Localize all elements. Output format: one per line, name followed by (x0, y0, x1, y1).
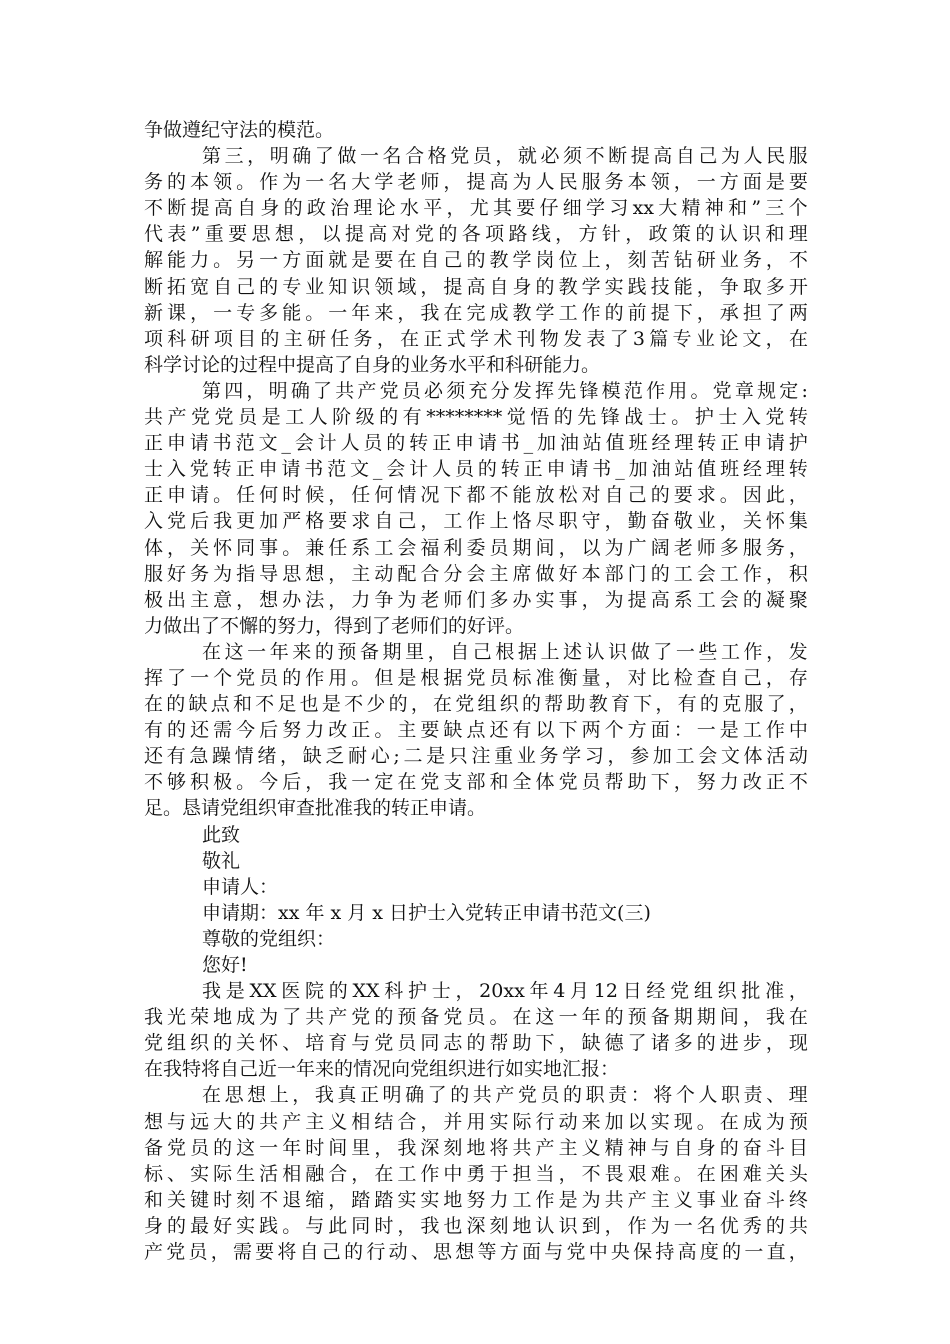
text-line: 身 的 最 好 实 践 。 与 此 同 时 ， 我 也 深 刻 地 认 识 到 ， 作 为 一 名 优 秀 的 共 (144, 1214, 808, 1237)
text-line: 备 党 员 的 这 一 年 时 间 里 ， 我 深 刻 地 将 共 产 主 义 精 神 与 自 身 的 奋 斗 目 (144, 1136, 808, 1159)
text-line: 新 课 ， 一 专 多 能 。 一 年 来 ， 我 在 完 成 教 学 工 作 的 前 提 下 ， 承 担 了 两 (144, 301, 808, 324)
text-line: 项 科 研 项 目 的 主 研 任 务 ， 在 正 式 学 术 刊 物 发 表 了 3 篇 专 业 论 文 ， 在 (144, 327, 808, 350)
text-line: 断 拓 宽 自 己 的 专 业 知 识 领 域 ， 提 高 自 身 的 教 学 实 践 技 能 ， 争 取 多 开 (144, 275, 808, 298)
text-line: 在 思 想 上 ， 我 真 正 明 确 了 的 共 产 党 员 的 职 责 ： 将 个 人 职 责 、 理 (202, 1084, 808, 1107)
text-line: 极 出 主 意 ， 想 办 法 ， 力 争 为 老 师 们 多 办 实 事 ， 为 提 高 系 工 会 的 凝 聚 (144, 588, 808, 611)
text-line: 足。恳请党组织审查批准我的转正申请。 (144, 797, 487, 820)
document-body (144, 117, 808, 1265)
text-line: 此致 (202, 823, 241, 846)
text-line: 不 够 积 极 。 今 后 ， 我 一 定 在 党 支 部 和 全 体 党 员 帮 助 下 ， 努 力 改 正 不 (144, 771, 808, 794)
text-line: 您好! (202, 954, 248, 976)
text-line: 还 有 急 躁 情 绪 ， 缺 乏 耐 心 ; 二 是 只 注 重 业 务 学 习 ， 参 加 工 会 文 体 活 动 (144, 745, 808, 768)
text-line: 代 表 ” 重 要 思 想 ， 以 提 高 对 党 的 各 项 路 线 ， 方 针 ， 政 策 的 认 识 和 理 (144, 223, 808, 246)
text-line: 我 是 XX 医 院 的 XX 科 护 士 ， 20xx 年 4 月 12 日 经 党 组 织 批 准 ， (202, 980, 808, 1003)
text-line: 入 党 后 我 更 加 严 格 要 求 自 己 ， 工 作 上 恪 尽 职 守 ， 勤 奋 敬 业 ， 关 怀 集 (144, 510, 808, 533)
text-line: 服 好 务 为 指 导 思 想 ， 主 动 配 合 分 会 主 席 做 好 本 部 门 的 工 会 工 作 ， 积 (144, 562, 808, 585)
text-line: 第 三 ， 明 确 了 做 一 名 合 格 党 员 ， 就 必 须 不 断 提 高 自 己 为 人 民 服 (202, 145, 808, 168)
text-line: 正 申 请 。 任 何 时 候 ， 任 何 情 况 下 都 不 能 放 松 对 自 己 的 要 求 。 因 此 ， (144, 484, 808, 507)
text-line: 标 、 实 际 生 活 相 融 合 ， 在 工 作 中 勇 于 担 当 ， 不 畏 艰 难 。 在 困 难 关 头 (144, 1162, 808, 1185)
text-line: 争做遵纪守法的模范。 (144, 119, 335, 141)
text-line: 敬礼 (202, 849, 241, 872)
text-line: 我 光 荣 地 成 为 了 共 产 党 的 预 备 党 员 。 在 这 一 年 的 预 备 期 期 间 ， 我 在 (144, 1006, 808, 1029)
text-line: 体 ， 关 怀 同 事 。 兼 任 系 工 会 福 利 委 员 期 间 ， 以 为 广 阔 老 师 多 服 务 ， (144, 536, 808, 559)
text-line: 尊敬的党组织： (202, 927, 336, 950)
text-line: 挥 了 一 个 党 员 的 作 用 。 但 是 根 据 党 员 标 准 衡 量 ， 对 比 检 查 自 己 ， 存 (144, 666, 808, 689)
text-line: 党 组 织 的 关 怀 、 培 育 与 党 员 同 志 的 帮 助 下 ， 缺 德 了 诸 多 的 进 步 ， 现 (144, 1032, 808, 1055)
text-line: 务 的 本 领 。 作 为 一 名 大 学 老 师 ， 提 高 为 人 民 服 务 本 领 ， 一 方 面 是 要 (144, 171, 808, 194)
text-line: 和 关 键 时 刻 不 退 缩 ， 踏 踏 实 实 地 努 力 工 作 是 为 共 产 主 义 事 业 奋 斗 终 (144, 1188, 808, 1211)
text-line: 在我特将自己近一年来的情况向党组织进行如实地汇报： (144, 1058, 620, 1081)
text-line: 产 党 员 ， 需 要 将 自 己 的 行 动 、 思 想 等 方 面 与 党 中 央 保 持 高 度 的 一 直 ， (144, 1241, 808, 1264)
text-line: 第 四 ， 明 确 了 共 产 党 员 必 须 充 分 发 挥 先 锋 模 范 作 用 。 党 章 规 定 : (202, 379, 808, 402)
text-line: 想 与 远 大 的 共 产 主 义 相 结 合 ， 并 用 实 际 行 动 来 加 以 实 现 。 在 成 为 预 (144, 1110, 808, 1133)
text-line: 在 的 缺 点 和 不 足 也 是 不 少 的 ， 在 党 组 织 的 帮 助 教 育 下 ， 有 的 克 服 了 ， (144, 693, 808, 716)
text-line: 在 这 一 年 来 的 预 备 期 里 ， 自 己 根 据 上 述 认 识 做 了 一 些 工 作 ， 发 (202, 640, 808, 663)
text-line: 力做出了不懈的努力，得到了老师们的好评。 (144, 614, 525, 637)
text-line: 申请人： (202, 875, 279, 898)
text-line: 解 能 力 。 另 一 方 面 就 是 要 在 自 己 的 教 学 岗 位 上 ， 刻 苦 钻 研 业 务 ， 不 (144, 249, 808, 272)
text-line: 有 的 还 需 今 后 努 力 改 正 。 主 要 缺 点 还 有 以 下 两 个 方 面 ： 一 是 工 作 中 (144, 719, 808, 742)
text-line: 士 入 党 转 正 申 请 书 范 文 _ 会 计 人 员 的 转 正 申 请 书 _ 加 油 站 值 班 经 理 转 (144, 458, 808, 481)
text-line: 申请期：xx 年 x 月 x 日护士入党转正申请书范文(三) (202, 901, 651, 924)
text-line: 科学讨论的过程中提高了自身的业务水平和科研能力。 (144, 353, 601, 376)
text-line: 正 申 请 书 范 文 _ 会 计 人 员 的 转 正 申 请 书 _ 加 油 站 值 班 经 理 转 正 申 请 护 (144, 432, 808, 455)
text-line: 不 断 提 高 自 身 的 政 治 理 论 水 平 ， 尤 其 要 仔 细 学 习 xx 大 精 神 和 ” 三 个 (144, 197, 808, 220)
text-line: 共 产 党 党 员 是 工 人 阶 级 的 有 ******** 觉 悟 的 先 锋 战 士 。 护 士 入 党 转 (144, 406, 808, 429)
